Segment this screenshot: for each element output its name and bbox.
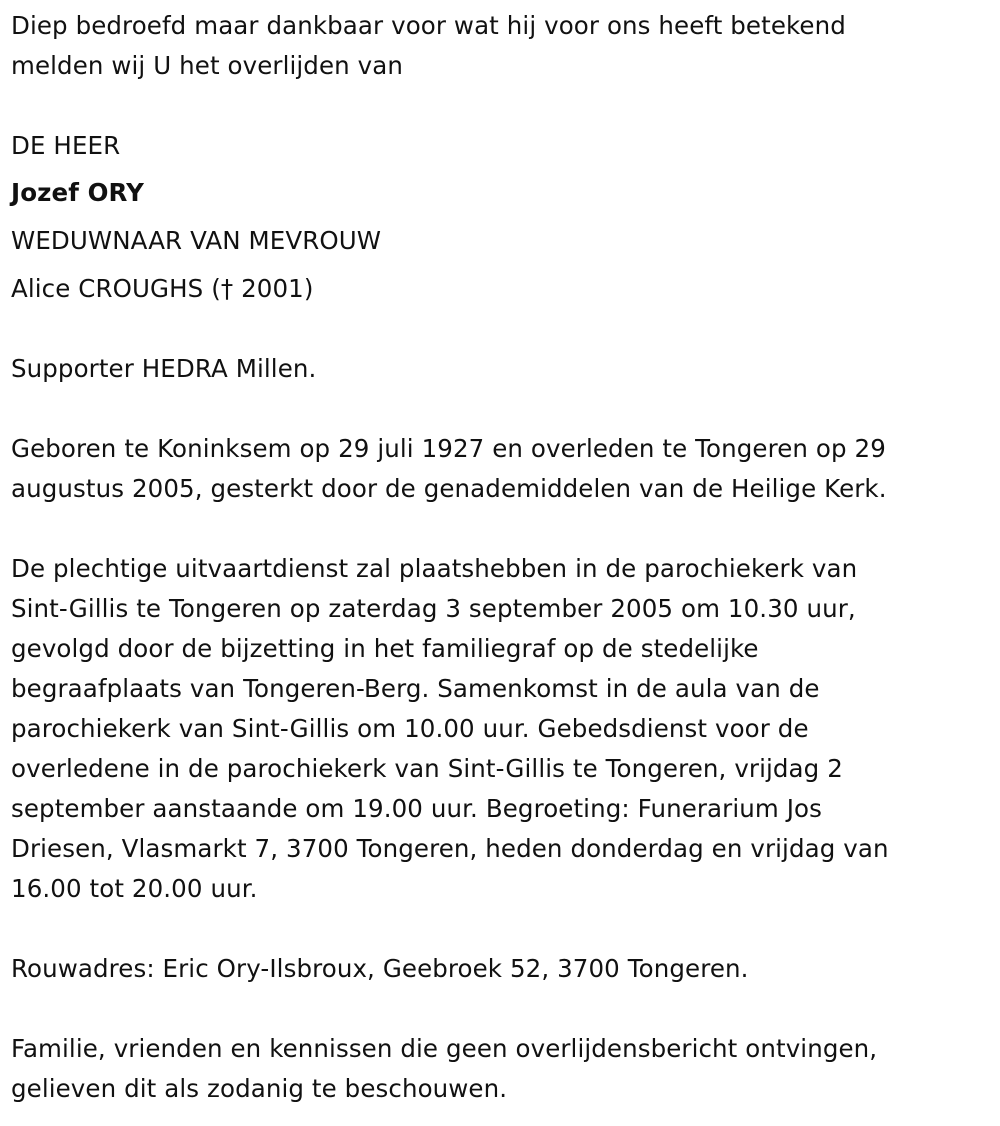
ceremony-line-1: De plechtige uitvaartdienst zal plaatshebben in de parochiekerk van — [11, 554, 858, 583]
birth-death-line-2: augustus 2005, gesterkt door de genademiddelen van de Heilige Kerk. — [11, 474, 887, 503]
closing-line-2: gelieven dit als zodanig te beschouwen. — [11, 1074, 508, 1103]
spouse-name: Alice CROUGHS († 2001) — [11, 274, 314, 303]
ceremony-line-9: 16.00 tot 20.00 uur. — [11, 874, 258, 903]
deceased-name: Jozef ORY — [11, 178, 145, 207]
deceased-title: DE HEER — [11, 131, 121, 160]
ceremony-line-5: parochiekerk van Sint-Gillis om 10.00 uur. Gebedsdienst voor de — [11, 714, 809, 743]
ceremony-line-7: september aanstaande om 19.00 uur. Begroeting: Funerarium Jos — [11, 794, 823, 823]
deceased-relation: WEDUWNAAR VAN MEVROUW — [11, 226, 382, 255]
ceremony-line-8: Driesen, Vlasmarkt 7, 3700 Tongeren, heden donderdag en vrijdag van — [11, 834, 889, 863]
intro-line-2: melden wij U het overlijden van — [11, 51, 403, 80]
supporter-line: Supporter HEDRA Millen. — [11, 354, 317, 383]
closing-line-1: Familie, vrienden en kennissen die geen overlijdensbericht ontvingen, — [11, 1034, 878, 1063]
ceremony-line-2: Sint-Gillis te Tongeren op zaterdag 3 september 2005 om 10.30 uur, — [11, 594, 856, 623]
ceremony-line-6: overledene in de parochiekerk van Sint-Gillis te Tongeren, vrijdag 2 — [11, 754, 843, 783]
ceremony-line-3: gevolgd door de bijzetting in het familiegraf op de stedelijke — [11, 634, 759, 663]
mourning-address: Rouwadres: Eric Ory-Ilsbroux, Geebroek 52, 3700 Tongeren. — [11, 954, 749, 983]
ceremony-line-4: begraafplaats van Tongeren-Berg. Samenkomst in de aula van de — [11, 674, 820, 703]
birth-death-line-1: Geboren te Koninksem op 29 juli 1927 en overleden te Tongeren op 29 — [11, 434, 886, 463]
intro-line-1: Diep bedroefd maar dankbaar voor wat hij voor ons heeft betekend — [11, 11, 846, 40]
